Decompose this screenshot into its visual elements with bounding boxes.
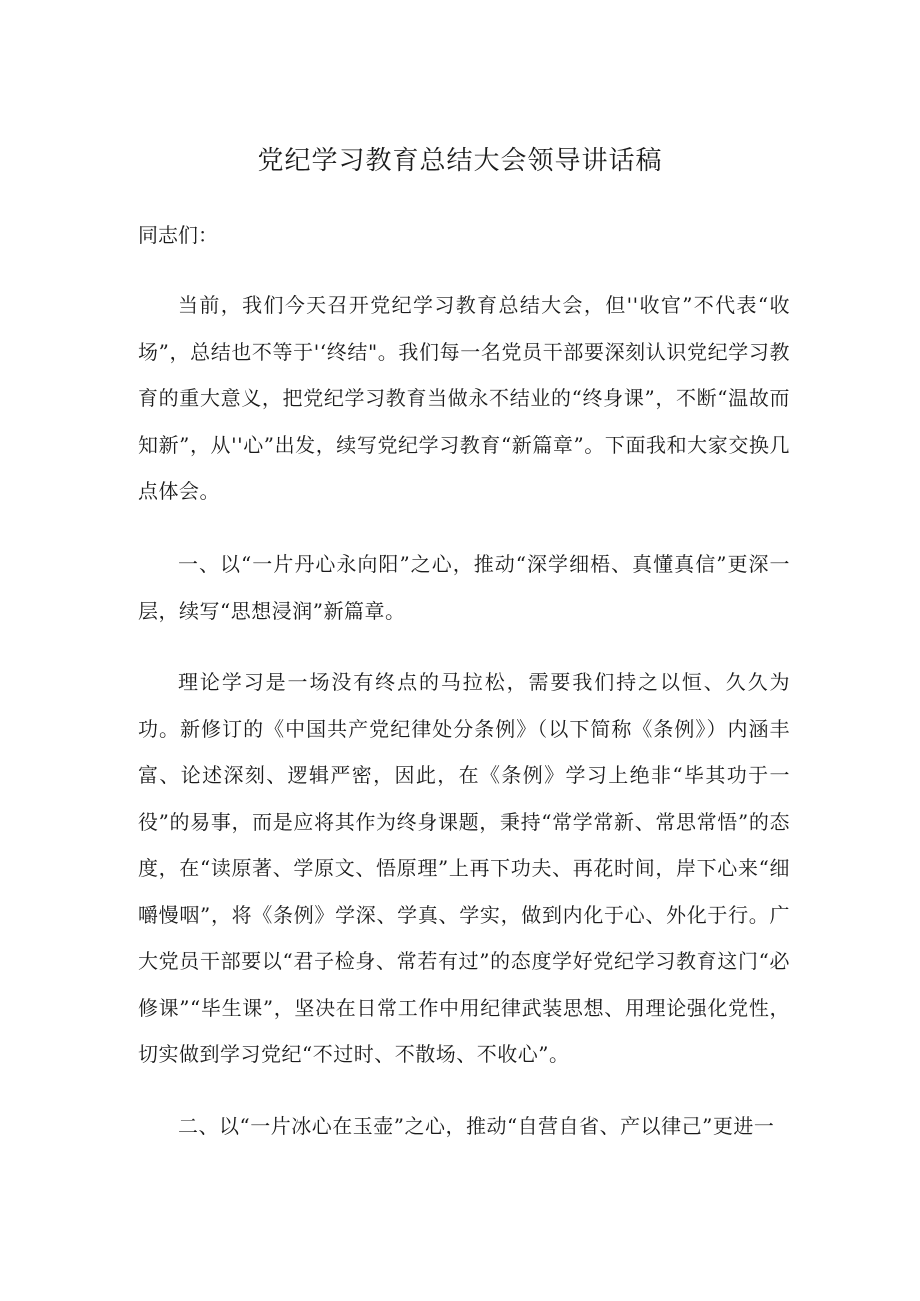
salutation: 同志们：: [138, 223, 218, 247]
paragraph-intro: 当前，我们今天召开党纪学习教育总结大会，但''收官”不代表“收场”，总结也不等于'‘终结"。我们每一名党员干部要深刻认识党纪学习教育的重大意义，把党纪学习教育当做永不结业的“终身课”，不断“温故而知新”，从''心”出发，续写党纪学习教育“新篇章”。下面我和大家交换几点体会。: [138, 293, 790, 503]
section-heading-two: 二、以“一片冰心在玉壶”之心，推动“自营自省、产以律己”更进一: [178, 1114, 775, 1138]
paragraph-theory-study: 理论学习是一场没有终点的马拉松，需要我们持之以恒、久久为功。新修订的《中国共产党纪律处分条例》（以下简称《条例》）内涵丰富、论述深刻、逻辑严密，因此，在《条例》学习上绝非“毕其功于一役”的易事，而是应将其作为终身课题，秉持“常学常新、常思常悟”的态度，在“读原著、学原文、悟原理”上再下功夫、再花时间，岸下心来“细嚼慢咽”，将《条例》学深、学真、学实，做到内化于心、外化于行。广大党员干部要以“君子检身、常若有过”的态度学好党纪学习教育这门“必修课”“毕生课”，坚决在日常工作中用纪律武装思想、用理论强化党性，切实做到学习党纪“不过时、不散场、不收心”。: [138, 670, 790, 1066]
section-heading-one: 一、以“一片丹心永向阳”之心，推动“深学细梧、真懂真信”更深一层，续写“思想浸润”新篇章。: [138, 552, 790, 623]
document-title: 党纪学习教育总结大会领导讲话稿: [257, 146, 663, 176]
